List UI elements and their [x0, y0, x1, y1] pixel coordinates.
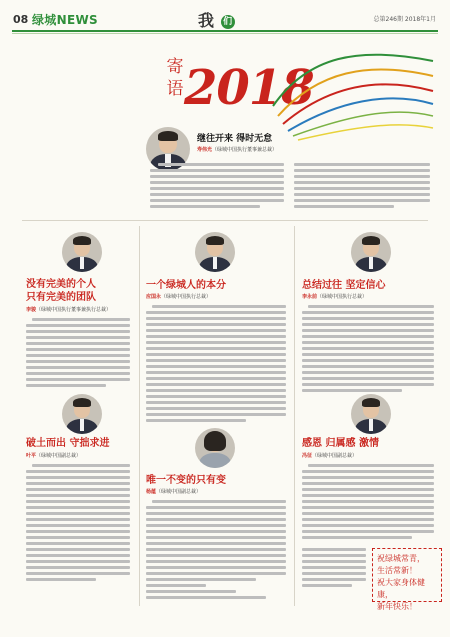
wish-line-4: 新年快乐！ [377, 602, 417, 611]
new-year-wish [372, 548, 442, 611]
article-left-bottom-title: 破土而出 守拙求进 [26, 438, 110, 449]
swirl-decoration-icon [268, 36, 438, 146]
article-left-top-role: （绿城中国执行董事兼执行总裁） [36, 307, 112, 313]
section-title-mid: 们 [221, 15, 235, 29]
article-middle-bottom-role: （绿城中国副总裁） [156, 489, 202, 495]
avatar-right-bottom [351, 394, 391, 434]
article-right-top-role: （绿城中国执行总裁） [317, 294, 368, 300]
avatar-middle-bottom [195, 428, 235, 468]
article-top-role: （绿城中国执行董事兼总裁） [212, 147, 278, 153]
avatar-left-top [62, 232, 102, 272]
article-middle-bottom-name: 杨蕴 [146, 489, 157, 495]
article-right-bottom-role: （绿城中国副总裁） [312, 453, 358, 459]
article-right-top-title: 总结过往 坚定信心 [302, 280, 386, 291]
divider-col-1 [139, 226, 140, 606]
avatar-middle-top [195, 232, 235, 272]
article-middle-top-byline [146, 293, 211, 300]
article-right-top-byline [302, 293, 367, 300]
header-rule-thin [12, 33, 438, 34]
avatar-left-bottom [62, 394, 102, 434]
issue-info: 总第246期 2018年1月 [373, 16, 436, 23]
article-right-top-name: 李永前 [302, 294, 318, 300]
new-year-banner [12, 36, 438, 144]
article-middle-top-title: 一个绿城人的本分 [146, 280, 226, 291]
article-right-bottom-title: 感恩 归属感 激情 [302, 438, 379, 449]
brand-logo: 绿城NEWS [32, 13, 98, 27]
article-left-bottom-name: 叶平 [26, 453, 37, 459]
wish-line-1: 祝绿城常青， [377, 554, 425, 563]
section-title [198, 8, 236, 31]
section-title-left: 我 [198, 11, 215, 30]
wish-line-3: 祝大家身体健康， [377, 578, 425, 599]
banner-year: 2018 [184, 60, 314, 116]
article-left-top-name: 李骏 [26, 307, 37, 313]
divider-col-2 [294, 226, 295, 606]
article-right-bottom-name: 冯征 [302, 453, 313, 459]
article-left-bottom-role: （绿城中国副总裁） [36, 453, 82, 459]
wish-line-2: 生活常新！ [377, 566, 417, 575]
article-left-top-title [26, 278, 136, 304]
divider-top [22, 220, 428, 221]
page-number: 08 [13, 13, 29, 26]
article-top-title: 继往开来 得时无怠 [197, 134, 273, 144]
article-middle-bottom-title: 唯一不变的只有变 [146, 475, 226, 486]
avatar-right-top [351, 232, 391, 272]
article-middle-bottom-byline [146, 488, 201, 495]
article-middle-top-name: 应国永 [146, 294, 162, 300]
article-left-top-title-text: 没有完美的个人 只有完美的团队 [26, 279, 96, 303]
article-left-top-byline [26, 306, 111, 313]
header-rule [12, 30, 438, 32]
article-top-name: 寿伟光 [197, 147, 213, 153]
article-middle-top-role: （绿城中国执行总裁） [161, 294, 212, 300]
article-left-bottom-byline [26, 452, 81, 459]
banner-jiyu: 寄语 [166, 57, 184, 99]
article-right-bottom-byline [302, 452, 357, 459]
article-top-byline [197, 146, 277, 153]
